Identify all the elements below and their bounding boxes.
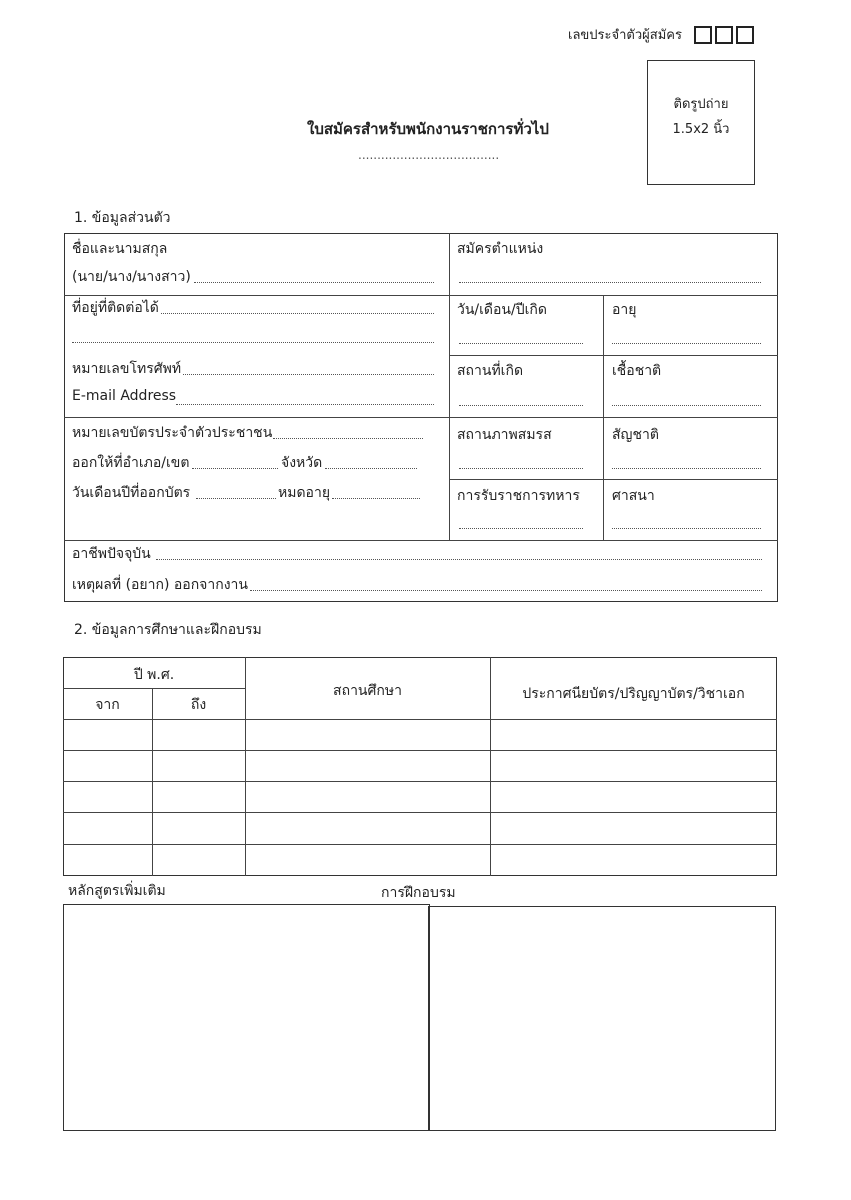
address-label: ที่อยู่ที่ติดต่อได้ [72,300,159,316]
military-label: การรับราชการทหาร [457,488,580,504]
dob-input[interactable] [459,343,583,344]
photo-box [647,60,755,185]
title-dots[interactable]: ..................................... [358,148,500,162]
address-input-1[interactable] [161,313,434,314]
nationality-label: สัญชาติ [612,427,659,443]
applicant-id-box-2[interactable] [715,26,733,44]
birthplace-input[interactable] [459,405,583,406]
religion-label: ศาสนา [612,488,655,504]
row-divider [64,417,778,418]
certificate-header: ประกาศนียบัตร/ปริญญาบัตร/วิชาเอก [522,686,745,702]
ethnicity-label: เชื้อชาติ [612,363,662,379]
row-divider [449,479,778,480]
col-divider [603,295,604,540]
training-box[interactable] [428,906,776,1131]
table-row [63,781,777,782]
row-divider [64,295,778,296]
extra-courses-label: หลักสูตรเพิ่มเติม [68,883,166,899]
year-header-divider [63,688,245,689]
applicant-id-label: เลขประจำตัวผู้สมัคร [568,28,682,43]
applicant-id-box-3[interactable] [736,26,754,44]
occupation-input[interactable] [156,559,762,560]
province-label: จังหวัด [281,455,323,471]
applicant-id [568,24,754,45]
issue-date-input[interactable] [196,498,276,499]
issued-district-input[interactable] [192,468,278,469]
expiry-input[interactable] [332,498,420,499]
position-label: สมัครตำแหน่ง [457,241,544,257]
applicant-id-box-1[interactable] [694,26,712,44]
issued-district-label: ออกให้ที่อำเภอ/เขต [72,455,190,471]
phone-label: หมายเลขโทรศัพท์ [72,361,182,377]
phone-input[interactable] [183,374,434,375]
table-row [63,750,777,751]
row-divider [64,540,778,541]
position-input[interactable] [459,282,761,283]
to-header: ถึง [190,697,207,713]
year-header: ปี พ.ศ. [133,667,175,683]
page-title: ใบสมัครสำหรับพนักงานราชการทั่วไป [307,120,549,138]
province-input[interactable] [325,468,417,469]
name-prefix: (นาย/นาง/นางสาว) [72,269,191,285]
leave-reason-input[interactable] [250,590,762,591]
ethnicity-input[interactable] [612,405,761,406]
table-row [63,844,777,845]
idcard-label: หมายเลขบัตรประจำตัวประชาชน [72,425,273,441]
from-header: จาก [95,697,120,713]
email-input[interactable] [176,404,434,405]
name-input[interactable] [194,282,434,283]
leave-reason-label: เหตุผลที่ (อยาก) ออกจากงาน [72,577,248,593]
header-bottom [63,719,777,720]
marital-label: สถานภาพสมรส [457,427,552,443]
marital-input[interactable] [459,468,583,469]
col-divider [152,688,153,876]
training-label: การฝึกอบรม [381,885,456,901]
photo-label-line1: ติดรูปถ่าย [673,97,729,112]
address-input-2[interactable] [72,342,434,343]
nationality-input[interactable] [612,468,761,469]
age-label: อายุ [612,302,637,318]
email-label: E-mail Address [72,388,177,404]
expiry-label: หมดอายุ [278,485,331,501]
extra-courses-box[interactable] [63,904,430,1131]
section2-heading: 2. ข้อมูลการศึกษาและฝึกอบรม [74,622,262,638]
institution-header: สถานศึกษา [333,683,402,699]
occupation-label: อาชีพปัจจุบัน [72,546,151,562]
issue-date-label: วันเดือนปีที่ออกบัตร [72,485,191,501]
section1-heading: 1. ข้อมูลส่วนตัว [74,210,171,226]
age-input[interactable] [612,343,761,344]
table-row [63,812,777,813]
birthplace-label: สถานที่เกิด [457,363,524,379]
row-divider [449,355,778,356]
military-input[interactable] [459,528,583,529]
dob-label: วัน/เดือน/ปีเกิด [457,302,547,318]
religion-input[interactable] [612,528,761,529]
photo-label-line2: 1.5x2 นิ้ว [672,122,730,137]
name-label: ชื่อและนามสกุล [72,241,168,257]
idcard-input[interactable] [273,438,423,439]
col-divider [449,233,450,540]
